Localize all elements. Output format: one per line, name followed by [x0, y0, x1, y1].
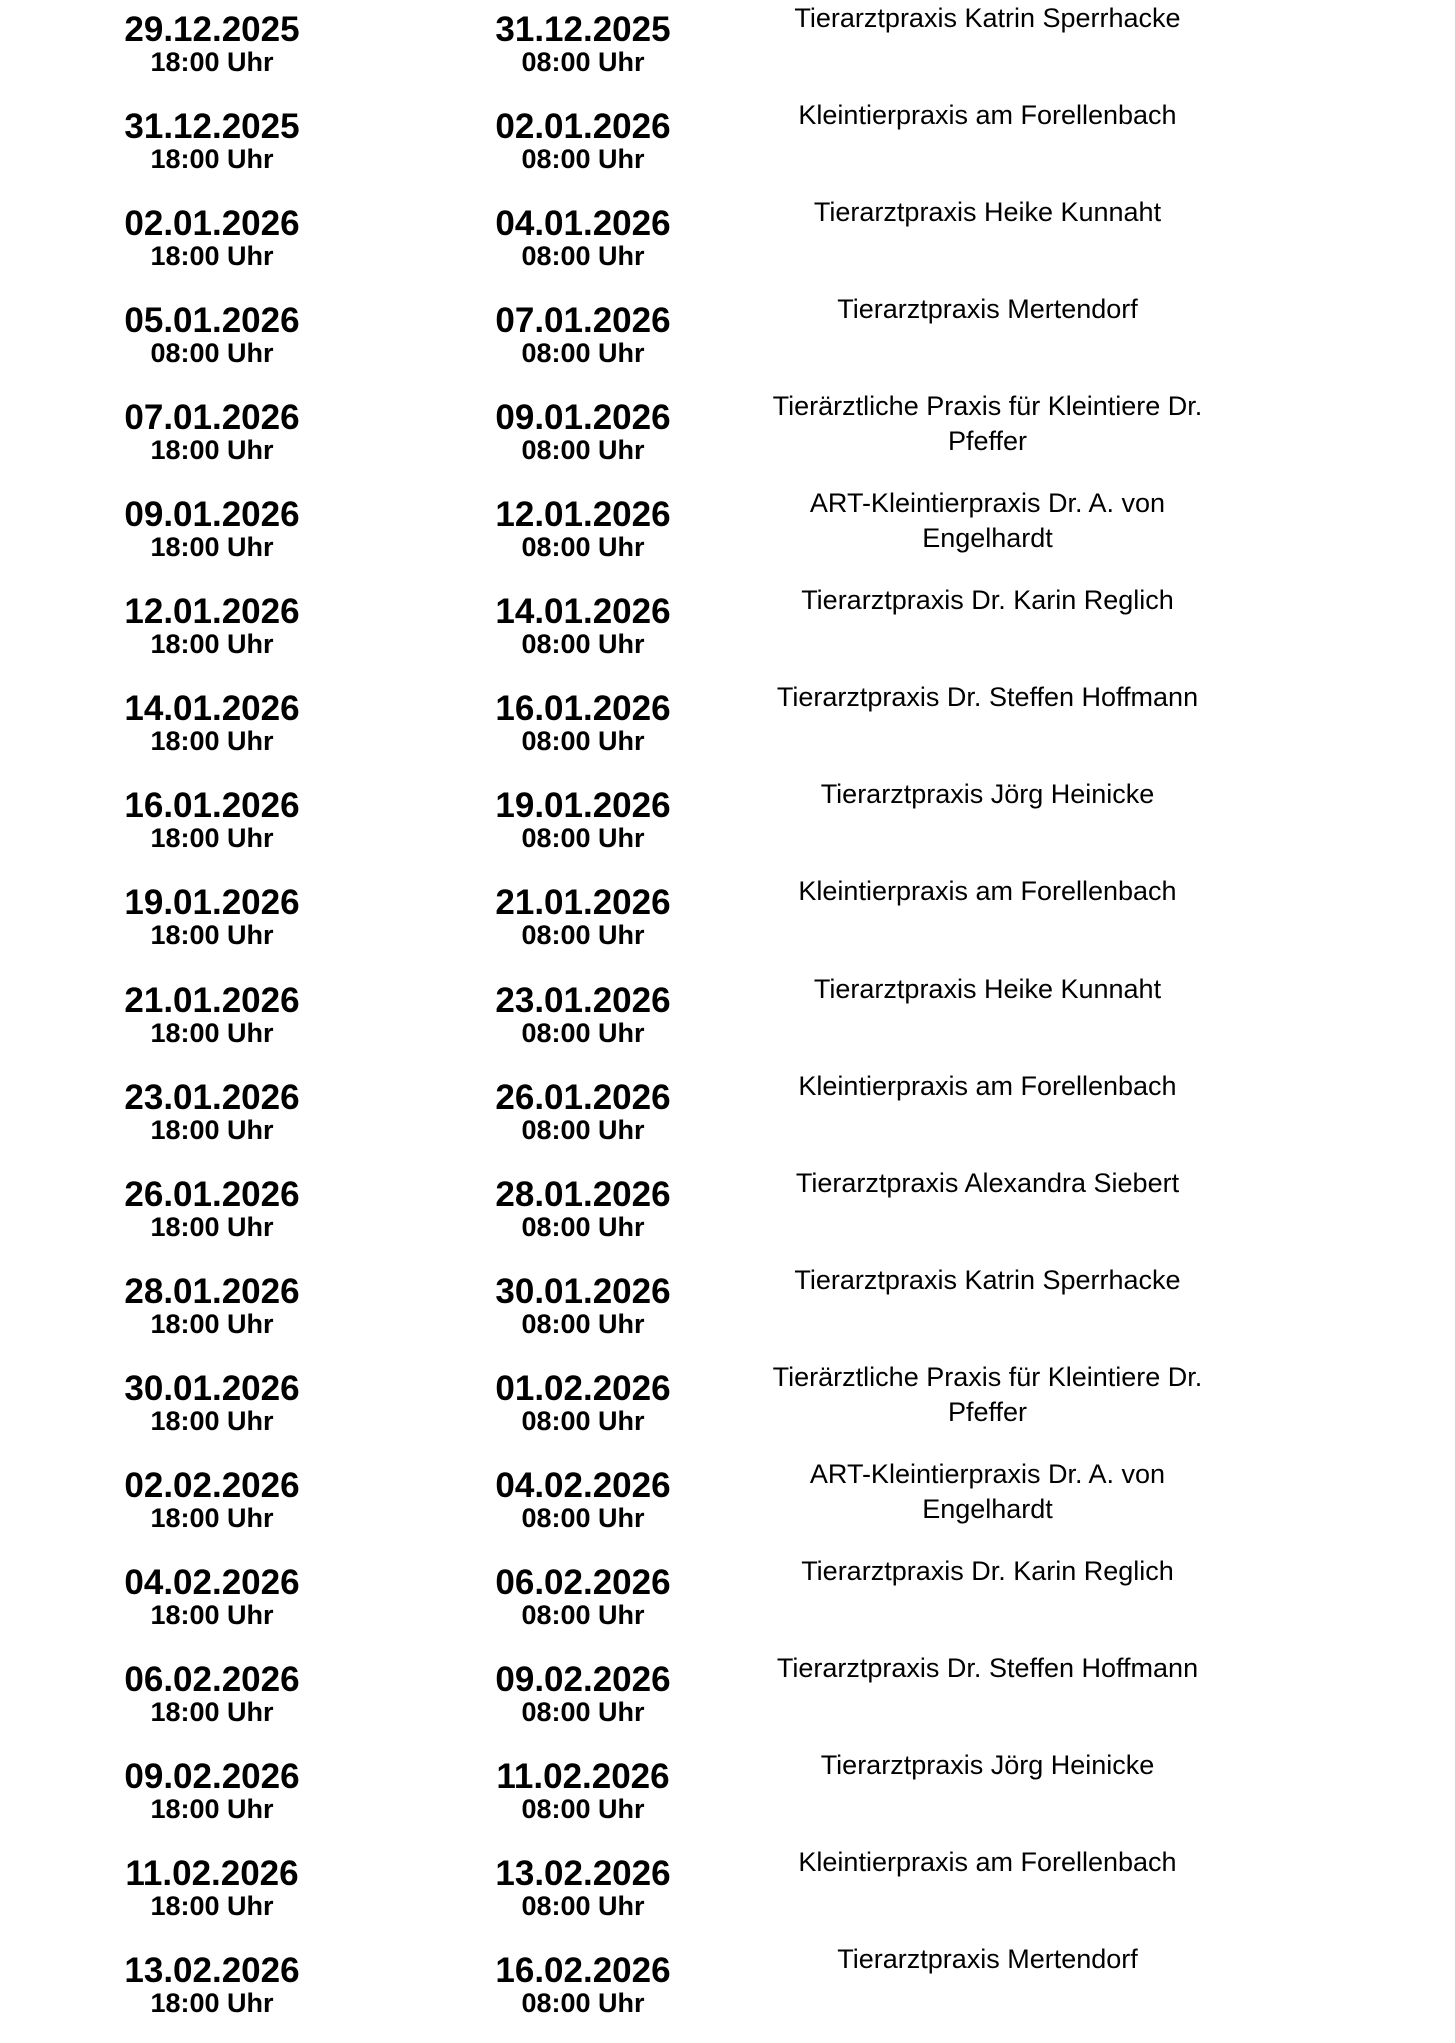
practice-name: Tierarztpraxis Katrin Sperrhacke [794, 3, 1181, 33]
practice-name: Kleintierpraxis am Forellenbach [798, 1070, 1177, 1101]
start-time: 18:00 Uhr [150, 1211, 274, 1242]
start-time: 18:00 Uhr [150, 920, 274, 951]
start-date: 07.01.2026 [124, 398, 300, 438]
start-time: 18:00 Uhr [150, 726, 274, 757]
schedule-row [0, 873, 1455, 970]
start-time: 18:00 Uhr [150, 532, 274, 563]
start-cell [80, 1941, 344, 2019]
start-date: 11.02.2026 [125, 1853, 299, 1893]
schedule-row [0, 0, 1455, 97]
practice-name: Tierärztliche Praxis für Kleintiere Dr. Pfeffer [772, 391, 1203, 457]
practice-name: Tierarztpraxis Dr. Steffen Hoffmann [776, 1652, 1199, 1683]
end-time: 08:00 Uhr [521, 1793, 645, 1824]
practice-name: Tierarztpraxis Heike Kunnaht [813, 973, 1162, 1004]
schedule-row [0, 1747, 1455, 1844]
end-date: 21.01.2026 [495, 883, 671, 923]
start-cell [80, 97, 344, 175]
end-cell [451, 485, 715, 563]
practice-name: Tierärztliche Praxis für Kleintiere Dr. Pfeffer [772, 1361, 1203, 1427]
schedule-row [0, 388, 1455, 485]
start-time: 08:00 Uhr [150, 338, 274, 369]
start-time: 18:00 Uhr [150, 1599, 274, 1630]
start-date: 19.01.2026 [124, 883, 300, 923]
end-time: 08:00 Uhr [521, 1502, 645, 1533]
end-date: 11.02.2026 [496, 1756, 670, 1796]
end-date: 19.01.2026 [495, 786, 671, 826]
start-date: 09.02.2026 [124, 1756, 300, 1796]
practice-name: Kleintierpraxis am Forellenbach [798, 100, 1177, 131]
start-cell [80, 1844, 344, 1922]
end-cell [451, 1359, 715, 1437]
end-date: 13.02.2026 [495, 1853, 671, 1893]
end-time: 08:00 Uhr [521, 241, 645, 272]
end-date: 06.02.2026 [495, 1562, 671, 1602]
end-date: 16.02.2026 [495, 1951, 671, 1990]
start-cell [80, 776, 344, 854]
start-date: 02.02.2026 [124, 1465, 300, 1505]
start-time: 18:00 Uhr [150, 1890, 274, 1921]
start-cell [80, 582, 344, 660]
end-date: 23.01.2026 [495, 980, 671, 1020]
practice-name: Tierarztpraxis Dr. Karin Reglich [801, 1555, 1174, 1586]
end-cell [451, 1068, 715, 1146]
schedule-row [0, 1650, 1455, 1747]
start-time: 18:00 Uhr [150, 629, 274, 660]
start-time: 18:00 Uhr [150, 1502, 274, 1533]
end-cell [451, 291, 715, 369]
end-cell [451, 776, 715, 854]
start-cell [80, 1165, 344, 1243]
start-time: 18:00 Uhr [150, 1793, 274, 1824]
practice-name: Tierarztpraxis Dr. Karin Reglich [801, 585, 1174, 616]
schedule-row [0, 1941, 1455, 2038]
end-cell [451, 582, 715, 660]
end-cell [451, 194, 715, 272]
practice-name: ART-Kleintierpraxis Dr. A. von Engelhardt [809, 1458, 1166, 1524]
start-time: 18:00 Uhr [150, 1017, 274, 1048]
practice-name: Tierarztpraxis Jörg Heinicke [820, 1749, 1155, 1780]
start-cell [80, 1068, 344, 1146]
start-time: 18:00 Uhr [150, 1114, 274, 1145]
end-time: 08:00 Uhr [521, 1405, 645, 1436]
end-date: 16.01.2026 [495, 689, 671, 729]
start-cell [80, 291, 344, 369]
end-cell [451, 97, 715, 175]
start-cell [80, 1650, 344, 1728]
practice-name: Tierarztpraxis Dr. Steffen Hoffmann [776, 682, 1199, 713]
start-time: 18:00 Uhr [150, 47, 274, 77]
end-date: 14.01.2026 [495, 592, 671, 632]
start-cell [80, 0, 344, 78]
end-cell [451, 1941, 715, 2019]
start-cell [80, 873, 344, 951]
end-time: 08:00 Uhr [521, 920, 645, 951]
start-date: 02.01.2026 [124, 204, 300, 244]
end-cell [451, 679, 715, 757]
end-time: 08:00 Uhr [521, 532, 645, 563]
schedule-row [0, 1456, 1455, 1553]
start-time: 18:00 Uhr [150, 241, 274, 272]
start-date: 29.12.2025 [124, 10, 300, 49]
practice-name: Tierarztpraxis Katrin Sperrhacke [794, 1264, 1181, 1295]
start-cell [80, 971, 344, 1049]
start-date: 28.01.2026 [124, 1271, 300, 1311]
start-time: 18:00 Uhr [150, 1405, 274, 1436]
end-time: 08:00 Uhr [521, 1890, 645, 1921]
end-cell [451, 388, 715, 466]
end-time: 08:00 Uhr [521, 823, 645, 854]
schedule-row [0, 1262, 1455, 1359]
end-cell [451, 1165, 715, 1243]
end-time: 08:00 Uhr [521, 1114, 645, 1145]
start-date: 09.01.2026 [124, 495, 300, 535]
practice-name: Tierarztpraxis Jörg Heinicke [820, 779, 1155, 810]
start-cell [80, 1359, 344, 1437]
end-time: 08:00 Uhr [521, 1017, 645, 1048]
end-time: 08:00 Uhr [521, 1599, 645, 1630]
practice-name: Kleintierpraxis am Forellenbach [798, 876, 1177, 907]
end-time: 08:00 Uhr [521, 144, 645, 175]
start-date: 14.01.2026 [124, 689, 300, 729]
practice-name: Tierarztpraxis Mertendorf [837, 1944, 1138, 1974]
schedule-row [0, 1359, 1455, 1456]
start-time: 18:00 Uhr [150, 1696, 274, 1727]
practice-name: Tierarztpraxis Alexandra Siebert [795, 1167, 1180, 1198]
end-cell [451, 1650, 715, 1728]
schedule-row [0, 1068, 1455, 1165]
schedule-row [0, 485, 1455, 582]
end-date: 01.02.2026 [495, 1368, 671, 1408]
practice-name: Tierarztpraxis Mertendorf [837, 294, 1138, 325]
start-cell [80, 679, 344, 757]
end-cell [451, 0, 715, 78]
end-date: 31.12.2025 [495, 10, 671, 49]
start-date: 12.01.2026 [124, 592, 300, 632]
end-date: 04.02.2026 [495, 1465, 671, 1505]
schedule-row [0, 1844, 1455, 1941]
start-date: 05.01.2026 [124, 301, 300, 341]
end-cell [451, 873, 715, 951]
end-date: 26.01.2026 [495, 1077, 671, 1117]
start-date: 06.02.2026 [124, 1659, 300, 1699]
practice-name: Tierarztpraxis Heike Kunnaht [813, 197, 1162, 228]
end-time: 08:00 Uhr [521, 435, 645, 466]
end-date: 07.01.2026 [495, 301, 671, 341]
end-time: 08:00 Uhr [521, 726, 645, 757]
end-date: 28.01.2026 [495, 1174, 671, 1214]
start-cell [80, 1456, 344, 1534]
end-cell [451, 1456, 715, 1534]
end-time: 08:00 Uhr [521, 1211, 645, 1242]
end-time: 08:00 Uhr [521, 1308, 645, 1339]
schedule-row [0, 679, 1455, 776]
schedule-row [0, 1165, 1455, 1262]
start-date: 30.01.2026 [124, 1368, 300, 1408]
start-date: 21.01.2026 [124, 980, 300, 1020]
end-date: 02.01.2026 [495, 107, 671, 147]
end-time: 08:00 Uhr [521, 629, 645, 660]
start-time: 18:00 Uhr [150, 435, 274, 466]
end-cell [451, 971, 715, 1049]
end-time: 08:00 Uhr [521, 47, 645, 77]
start-date: 13.02.2026 [124, 1951, 300, 1990]
end-date: 12.01.2026 [495, 495, 671, 535]
schedule-row [0, 291, 1455, 388]
start-cell [80, 1553, 344, 1631]
end-time: 08:00 Uhr [521, 338, 645, 369]
schedule-row [0, 1553, 1455, 1650]
start-cell [80, 485, 344, 563]
practice-name: ART-Kleintierpraxis Dr. A. von Engelhardt [809, 488, 1166, 554]
start-date: 26.01.2026 [124, 1174, 300, 1214]
start-time: 18:00 Uhr [150, 1308, 274, 1339]
end-time: 08:00 Uhr [521, 1696, 645, 1727]
end-date: 30.01.2026 [495, 1271, 671, 1311]
schedule-row [0, 776, 1455, 873]
start-date: 04.02.2026 [124, 1562, 300, 1602]
start-date: 16.01.2026 [124, 786, 300, 826]
start-time: 18:00 Uhr [150, 144, 274, 175]
start-cell [80, 1747, 344, 1825]
end-cell [451, 1262, 715, 1340]
start-time: 18:00 Uhr [150, 823, 274, 854]
practice-name: Kleintierpraxis am Forellenbach [798, 1846, 1177, 1877]
end-time: 08:00 Uhr [521, 1988, 645, 2018]
start-date: 23.01.2026 [124, 1077, 300, 1117]
end-date: 09.02.2026 [495, 1659, 671, 1699]
end-date: 04.01.2026 [495, 204, 671, 244]
start-cell [80, 194, 344, 272]
end-cell [451, 1747, 715, 1825]
start-time: 18:00 Uhr [150, 1988, 274, 2018]
end-cell [451, 1844, 715, 1922]
start-date: 31.12.2025 [124, 107, 300, 147]
start-cell [80, 388, 344, 466]
schedule-row [0, 97, 1455, 194]
schedule-row [0, 582, 1455, 679]
end-date: 09.01.2026 [495, 398, 671, 438]
end-cell [451, 1553, 715, 1631]
schedule-row [0, 194, 1455, 291]
schedule-row [0, 971, 1455, 1068]
start-cell [80, 1262, 344, 1340]
